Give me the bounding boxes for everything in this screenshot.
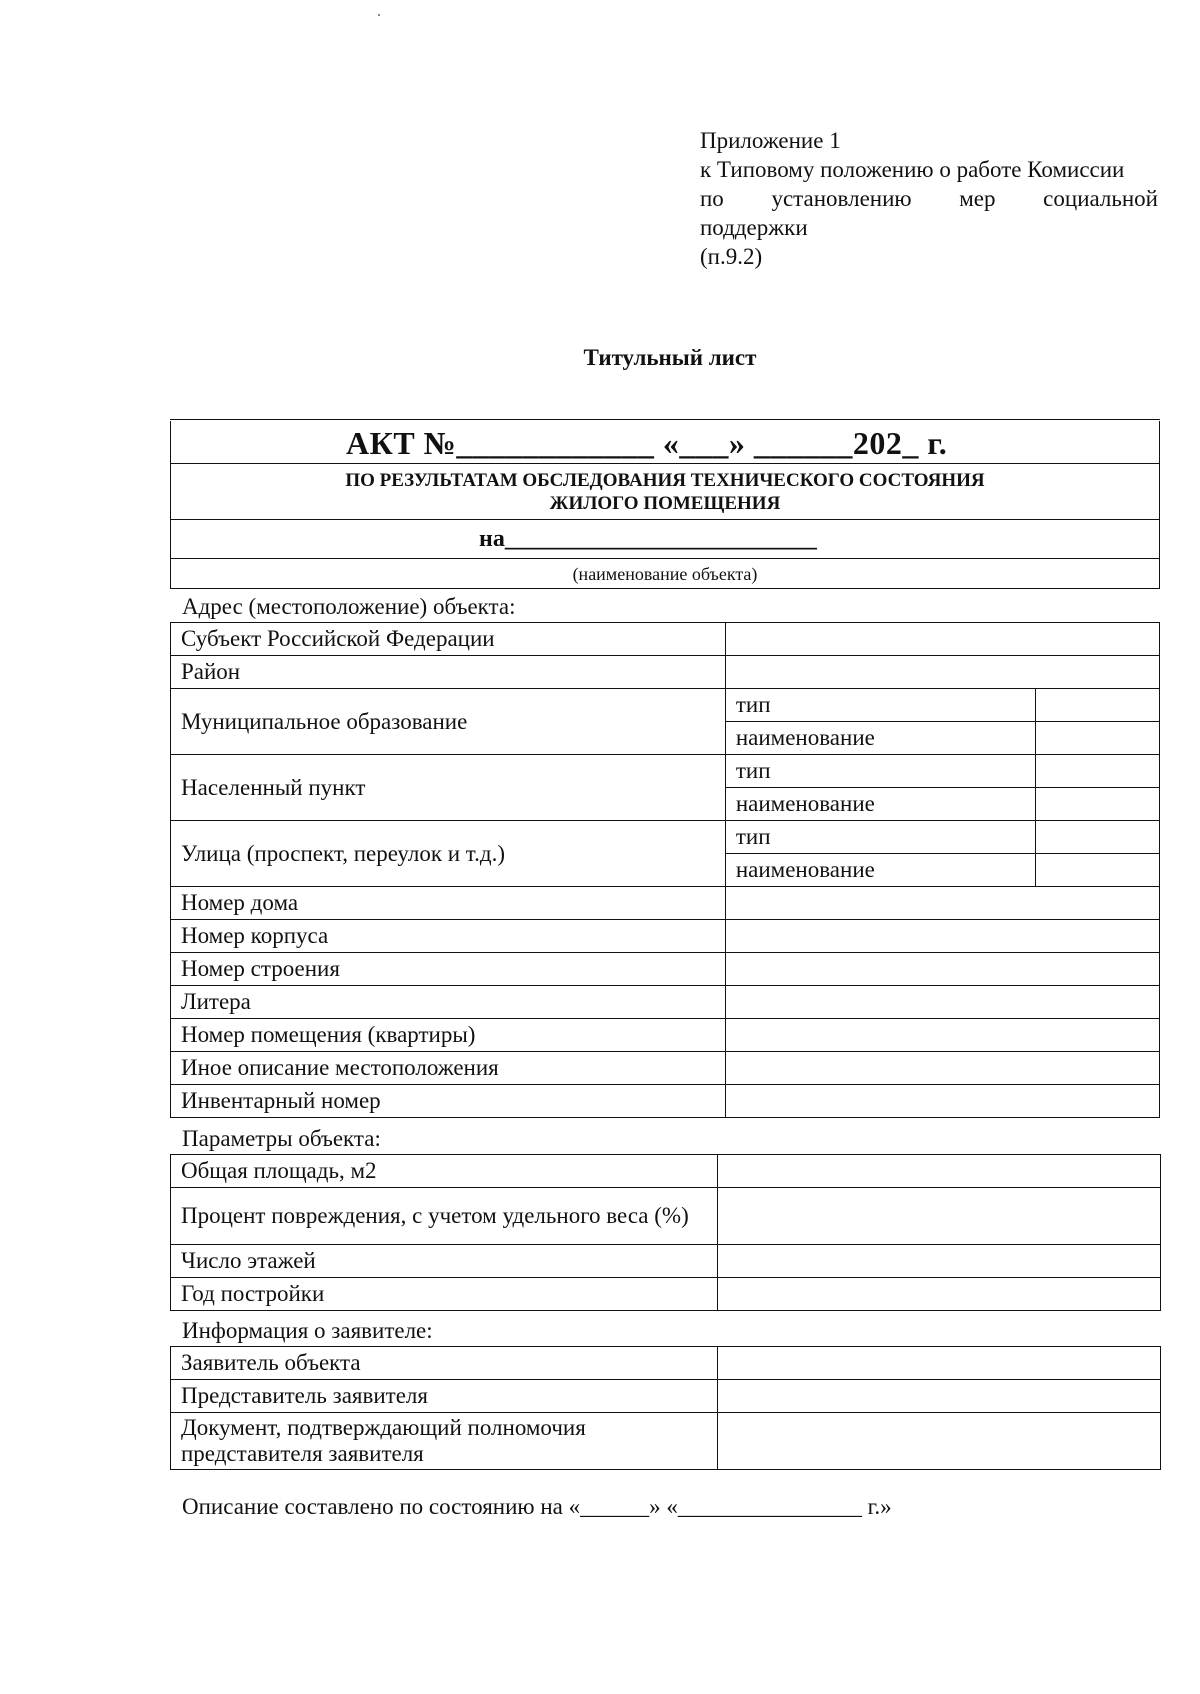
address-structure-label: Номер строения: [171, 953, 726, 986]
address-district-label: Район: [171, 656, 726, 689]
params-area-value[interactable]: [718, 1155, 1161, 1188]
municipality-type-label: тип: [725, 689, 1035, 722]
locality-type-label: тип: [725, 755, 1035, 788]
municipality-name-value[interactable]: [1036, 722, 1160, 755]
locality-type-value[interactable]: [1036, 755, 1160, 788]
address-street-label: Улица (проспект, переулок и т.д.): [171, 821, 726, 887]
appendix-note: [700, 126, 1158, 271]
act-top-rule: [170, 419, 1160, 420]
appendix-line-3: по установлению мер социальной: [700, 186, 1158, 211]
representative-label: Представитель заявителя: [171, 1380, 718, 1413]
table-row: [171, 1188, 1161, 1245]
address-district-value[interactable]: [725, 656, 1159, 689]
representative-value[interactable]: [718, 1380, 1161, 1413]
authority-document-value[interactable]: [718, 1413, 1161, 1470]
address-inventory-value[interactable]: [725, 1085, 1159, 1118]
street-type-label: тип: [725, 821, 1035, 854]
address-letter-value[interactable]: [725, 986, 1159, 1019]
applicant-table: [170, 1346, 1161, 1470]
params-area-label: Общая площадь, м2: [171, 1155, 718, 1188]
address-house-value[interactable]: [725, 887, 1159, 920]
table-row: [171, 1413, 1161, 1470]
applicant-label: Заявитель объекта: [171, 1347, 718, 1380]
act-hint-row: [171, 559, 1159, 589]
act-object-field[interactable]: на__________________________: [479, 526, 817, 552]
table-row: [171, 1380, 1161, 1413]
address-flat-label: Номер помещения (квартиры): [171, 1019, 726, 1052]
act-header-box: [170, 421, 1160, 589]
address-table: [170, 622, 1160, 1118]
address-building-value[interactable]: [725, 920, 1159, 953]
act-subtitle-line-1: ПО РЕЗУЛЬТАТАМ ОБСЛЕДОВАНИЯ ТЕХНИЧЕСКОГО СОСТОЯНИЯ: [345, 470, 985, 491]
appendix-line-1: Приложение 1: [700, 128, 841, 153]
authority-document-label: Документ, подтверждающий полномочия представителя заявителя: [171, 1413, 718, 1470]
table-row: [171, 821, 1160, 854]
address-flat-value[interactable]: [725, 1019, 1159, 1052]
table-row: [171, 887, 1160, 920]
params-table: [170, 1154, 1161, 1311]
params-damage-value[interactable]: [718, 1188, 1161, 1245]
table-row: [171, 1278, 1161, 1311]
address-building-label: Номер корпуса: [171, 920, 726, 953]
sheet-title: Титульный лист: [583, 345, 757, 370]
act-object-row: [171, 520, 1159, 559]
appendix-line-2: к Типовому положению о работе Комиссии: [700, 157, 1125, 182]
table-row: [171, 986, 1160, 1019]
params-year-label: Год постройки: [171, 1278, 718, 1311]
table-row: [171, 1019, 1160, 1052]
act-object-hint: (наименование объекта): [572, 564, 758, 584]
appendix-line-4: поддержки: [700, 215, 808, 240]
appendix-line-5: (п.9.2): [700, 244, 763, 269]
params-section-label: Параметры объекта:: [182, 1126, 381, 1151]
params-year-value[interactable]: [718, 1278, 1161, 1311]
act-title-row: [171, 421, 1159, 464]
applicant-section-label: Информация о заявителе:: [182, 1318, 433, 1343]
table-row: [171, 1245, 1161, 1278]
address-other-value[interactable]: [725, 1052, 1159, 1085]
table-row: [171, 623, 1160, 656]
address-structure-value[interactable]: [725, 953, 1159, 986]
table-row: [171, 920, 1160, 953]
address-subject-value[interactable]: [725, 623, 1159, 656]
description-date-line[interactable]: Описание составлено по состоянию на «______» «________________ г.»: [182, 1494, 892, 1519]
locality-name-value[interactable]: [1036, 788, 1160, 821]
params-floors-value[interactable]: [718, 1245, 1161, 1278]
address-subject-label: Субъект Российской Федерации: [171, 623, 726, 656]
table-row: [171, 1347, 1161, 1380]
act-subtitle-line-2: ЖИЛОГО ПОМЕЩЕНИЯ: [549, 493, 781, 514]
address-other-label: Иное описание местоположения: [171, 1052, 726, 1085]
address-house-label: Номер дома: [171, 887, 726, 920]
scan-speck: [378, 14, 380, 16]
table-row: [171, 689, 1160, 722]
street-type-value[interactable]: [1036, 821, 1160, 854]
table-row: [171, 755, 1160, 788]
locality-name-label: наименование: [725, 788, 1035, 821]
act-title: АКТ №____________ «___» ______202_ г.: [346, 425, 948, 461]
street-name-value[interactable]: [1036, 854, 1160, 887]
table-row: [171, 1052, 1160, 1085]
act-subtitle: [171, 469, 1159, 515]
street-name-label: наименование: [725, 854, 1035, 887]
municipality-name-label: наименование: [725, 722, 1035, 755]
address-municipality-label: Муниципальное образование: [171, 689, 726, 755]
table-row: [171, 953, 1160, 986]
params-damage-label: Процент повреждения, с учетом удельного веса (%): [171, 1188, 718, 1245]
table-row: [171, 656, 1160, 689]
address-letter-label: Литера: [171, 986, 726, 1019]
params-floors-label: Число этажей: [171, 1245, 718, 1278]
municipality-type-value[interactable]: [1036, 689, 1160, 722]
act-subtitle-row: [171, 464, 1159, 520]
table-row: [171, 1085, 1160, 1118]
applicant-value[interactable]: [718, 1347, 1161, 1380]
address-inventory-label: Инвентарный номер: [171, 1085, 726, 1118]
table-row: [171, 1155, 1161, 1188]
address-section-label: Адрес (местоположение) объекта:: [182, 594, 516, 619]
address-locality-label: Населенный пункт: [171, 755, 726, 821]
